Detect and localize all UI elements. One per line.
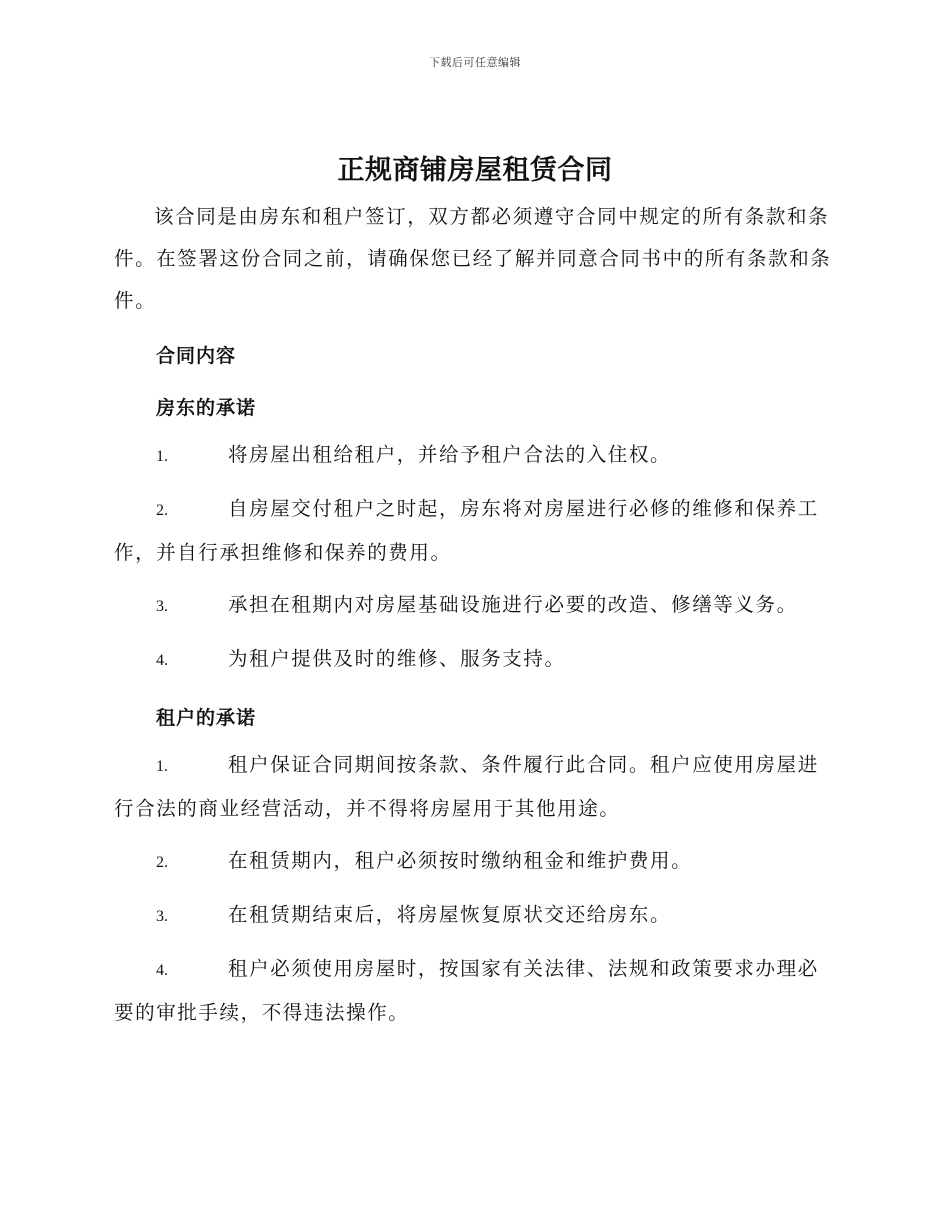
tenant-heading: 租户的承诺 [156,707,257,729]
item-text: 在租赁期内，租户必须按时缴纳租金和维护费用。 [228,849,693,872]
item-number: 2. [156,854,168,871]
spacer [114,322,836,330]
item-text: 将房屋出租给租户，并给予租户合法的入住权。 [228,443,672,466]
item-text: 在租赁期结束后，将房屋恢复原状交还给房东。 [228,903,672,926]
item-number: 4. [156,652,168,669]
intro-paragraph: 该合同是由房东和租户签订，双方都必须遵守合同中规定的所有条款和条件。在签署这份合同之前，请确保您已经了解并同意合同书中的所有条款和条件。 [114,205,832,312]
item-text: 承担在租期内对房屋基础设施进行必要的改造、修缮等义务。 [228,593,798,616]
tenant-item [114,840,836,884]
tenant-item [114,894,836,938]
item-number: 4. [156,962,168,979]
document-body [114,196,836,1044]
contract-content-heading: 合同内容 [156,345,237,367]
item-number: 3. [156,598,168,615]
item-number: 2. [156,502,168,519]
tenant-item [114,948,836,1034]
landlord-item [114,488,836,574]
item-text: 自房屋交付租户之时起，房东将对房屋进行必修的维修和保养工作，并自行承担维修和保养的费用。 [114,497,819,564]
item-text: 租户保证合同期间按条款、条件履行此合同。租户应使用房屋进行合法的商业经营活动，并不得将房屋用于其他用途。 [114,753,819,820]
landlord-item [114,434,836,478]
header-note: 下载后可任意编辑 [429,56,521,69]
item-text: 租户必须使用房屋时，按国家有关法律、法规和政策要求办理必要的审批手续，不得违法操作。 [114,957,819,1024]
landlord-item [114,638,836,682]
document-title: 正规商铺房屋租赁合同 [337,155,613,186]
item-number: 1. [156,758,168,775]
landlord-heading: 房东的承诺 [156,397,257,419]
landlord-item [114,584,836,628]
item-number: 3. [156,908,168,925]
tenant-item [114,744,836,830]
item-text: 为租户提供及时的维修、服务支持。 [228,647,566,670]
item-number: 1. [156,448,168,465]
